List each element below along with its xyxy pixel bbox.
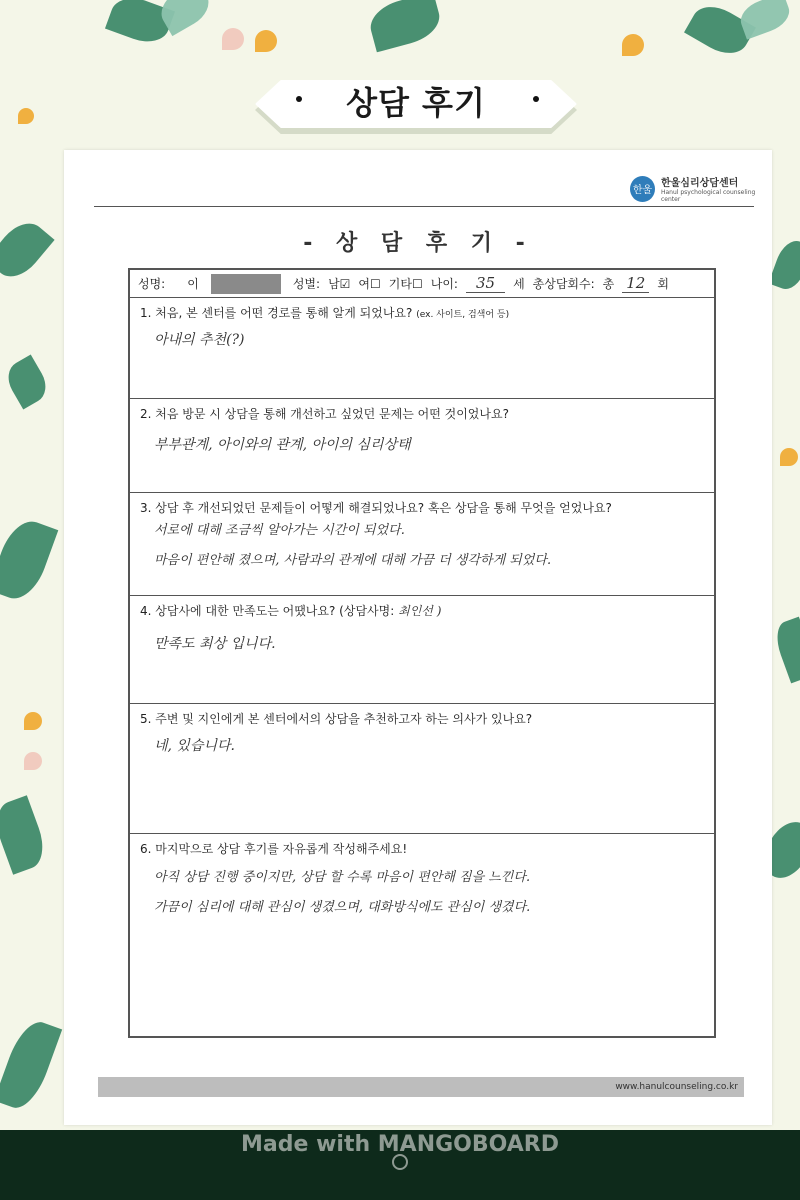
logo-badge: 한울 [630,176,655,202]
question-text: 5. 주변 및 지인에게 본 센터에서의 상담을 추천하고자 하는 의사가 있나요? [140,712,533,726]
header-divider [94,206,754,207]
sessions-unit: 회 [657,277,669,291]
name-label: 성명: [138,277,166,291]
question-text: 4. 상담사에 대한 만족도는 어땠나요? (상담사명: [140,604,395,618]
question-block [130,596,714,704]
question-text: 1. 처음, 본 센터를 어떤 경로를 통해 알게 되었나요? [140,306,413,320]
flower-icon [24,752,42,770]
logo-name: 한울심리상담센터 [660,178,739,189]
question-text: 2. 처음 방문 시 상담을 통해 개선하고 싶었던 문제는 어떤 것이었나요? [140,407,509,421]
review-form [128,268,716,1038]
question-text: 3. 상담 후 개선되었던 문제들이 어떻게 해결되었나요? 혹은 상담을 통해 무엇을 얻었나요? [140,501,612,515]
footer-url: www.hanulcounseling.co.kr [98,1077,744,1097]
question-text: 6. 마지막으로 상담 후기를 자유롭게 작성해주세요! [140,842,408,856]
watermark-text: Made with MANGOBOARD [241,1132,559,1157]
answer-line: 아직 상담 진행 중이지만, 상담 할 수록 마음이 편안해 짐을 느낀다. [154,870,531,885]
question-block [130,399,714,493]
leaf-decoration [0,795,51,874]
flower-icon [18,108,34,124]
gender-male: 남☑ [328,277,351,291]
answer-line: 가끔이 심리에 대해 관심이 생겼으며, 대화방식에도 관심이 생겼다. [154,900,531,915]
sessions-prefix: 총 [602,277,615,291]
question-block [130,704,714,834]
question-hint: (ex. 사이트, 검색어 등) [416,310,510,320]
form-title: - 상 담 후 기 - [303,231,533,256]
answer-line: 부부관계, 아이와의 관계, 아이의 심리상태 [154,437,411,453]
flower-icon [780,448,798,466]
review-document [64,150,772,1125]
answer-line: 아내의 추천(?) [154,332,245,348]
gender-label: 성별: [292,277,321,291]
sessions-value: 12 [622,274,649,293]
flower-icon [255,30,277,52]
leaf-decoration [0,214,55,286]
redacted-name [211,274,281,294]
name-value: 이 [187,277,199,291]
answer-line: 네, 있습니다. [154,738,235,754]
flower-icon [222,28,244,50]
center-logo [630,174,772,203]
leaf-decoration [771,617,800,684]
info-row [130,270,714,298]
answer-line: 마음이 편안해 졌으며, 사람과의 관계에 대해 가끔 더 생각하게 되었다. [154,553,552,568]
question-block [130,298,714,399]
leaf-decoration [768,236,800,293]
leaf-decoration [0,515,58,606]
page-title: 상담 후기 [346,84,486,122]
answer-line: 만족도 최상 입니다. [154,636,276,652]
flower-icon [24,712,42,730]
leaf-decoration [1,354,52,409]
flower-icon [622,34,644,56]
age-value: 35 [466,274,505,293]
gender-other: 기타☐ [388,277,423,291]
counselor-name: 최인선 ) [398,604,442,618]
watermark-bar [0,1130,800,1200]
gender-female: 여☐ [358,277,381,291]
question-block [130,834,714,1037]
sessions-label: 총상담회수: [532,277,595,291]
logo-tagline: Hanul psychological counseling center [660,189,756,203]
age-label: 나이: [430,277,458,291]
question-block [130,493,714,596]
leaf-decoration [0,1016,62,1114]
leaf-decoration [365,0,444,52]
age-unit: 세 [513,277,525,291]
leaf-decoration [736,0,794,40]
answer-line: 서로에 대해 조금씩 알아가는 시간이 되었다. [154,523,405,538]
